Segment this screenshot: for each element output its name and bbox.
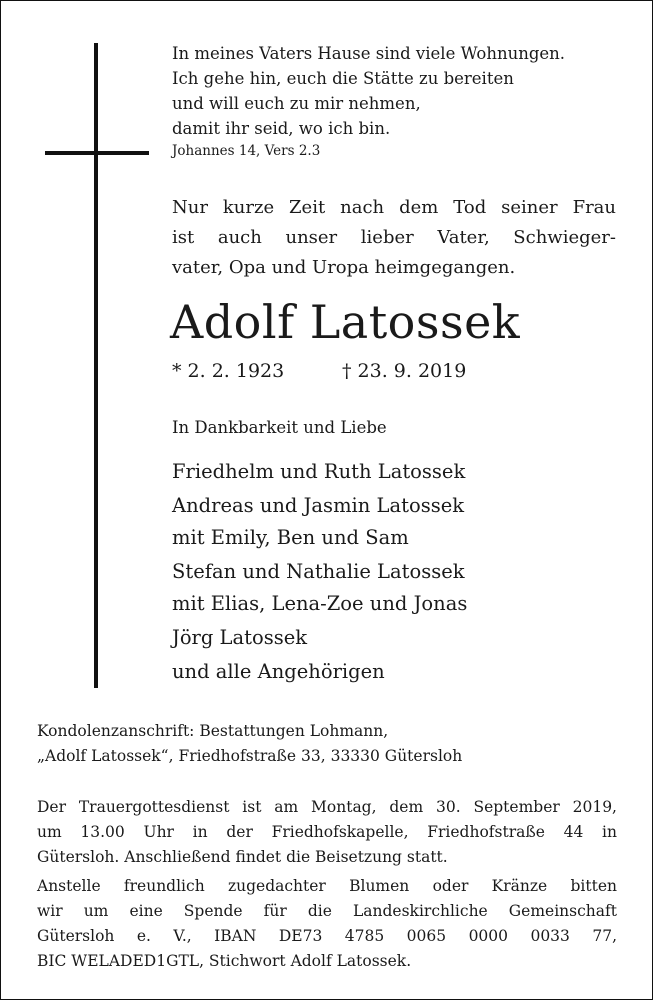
service-line: um 13.00 Uhr in der Friedhofskapelle, Friedhofstraße 44 in bbox=[37, 823, 617, 841]
verse-reference: Johannes 14, Vers 2.3 bbox=[172, 143, 321, 159]
cross-horizontal-beam bbox=[45, 151, 149, 155]
mourners-list bbox=[172, 456, 467, 690]
verse-line: damit ihr seid, wo ich bin. bbox=[172, 119, 391, 138]
intro-line: ist auch unser lieber Vater, Schwieger- bbox=[172, 227, 616, 248]
mourner-group bbox=[172, 656, 467, 688]
condolence-line: „Adolf Latossek“, Friedhofstraße 33, 33330 Gütersloh bbox=[37, 747, 463, 765]
mourner-group bbox=[172, 556, 467, 620]
mourner-line: mit Emily, Ben und Sam bbox=[172, 526, 409, 549]
donation-line: Gütersloh e. V., IBAN DE73 4785 0065 0000 0033 77, bbox=[37, 927, 617, 945]
death-date: † 23. 9. 2019 bbox=[342, 360, 467, 382]
intro-line: vater, Opa und Uropa heimgegangen. bbox=[172, 257, 516, 278]
condolence-line: Kondolenzanschrift: Bestattungen Lohmann, bbox=[37, 722, 389, 740]
mourner-group bbox=[172, 490, 467, 554]
verse-line: und will euch zu mir nehmen, bbox=[172, 94, 421, 113]
mourner-line: Jörg Latossek bbox=[172, 626, 308, 649]
condolence-address bbox=[37, 719, 617, 769]
mourner-line: Friedhelm und Ruth Latossek bbox=[172, 460, 466, 483]
donation-line: Anstelle freundlich zugedachter Blumen oder Kränze bitten bbox=[37, 877, 617, 895]
birth-date: * 2. 2. 1923 bbox=[172, 360, 285, 382]
cross-vertical-beam bbox=[94, 43, 98, 688]
mourner-line: Andreas und Jasmin Latossek bbox=[172, 494, 465, 517]
verse-line: Ich gehe hin, euch die Stätte zu bereiten bbox=[172, 69, 514, 88]
service-info bbox=[37, 795, 617, 870]
life-dates bbox=[172, 360, 466, 382]
verse-line: In meines Vaters Hause sind viele Wohnungen. bbox=[172, 44, 566, 63]
bible-verse bbox=[172, 41, 565, 141]
service-line: Gütersloh. Anschließend findet die Beisetzung statt. bbox=[37, 848, 448, 866]
intro-text bbox=[172, 193, 616, 283]
mourners-intro: In Dankbarkeit und Liebe bbox=[172, 418, 387, 437]
donation-line: wir um eine Spende für die Landeskirchliche Gemeinschaft bbox=[37, 902, 617, 920]
donation-line: BIC WELADED1GTL, Stichwort Adolf Latossek. bbox=[37, 952, 412, 970]
deceased-name: Adolf Latossek bbox=[170, 295, 521, 349]
mourner-line: mit Elias, Lena-Zoe und Jonas bbox=[172, 592, 468, 615]
mourner-line: und alle Angehörigen bbox=[172, 660, 385, 683]
mourner-group bbox=[172, 622, 467, 654]
service-line: Der Trauergottesdienst ist am Montag, dem 30. September 2019, bbox=[37, 798, 617, 816]
intro-line: Nur kurze Zeit nach dem Tod seiner Frau bbox=[172, 197, 616, 218]
donation-info bbox=[37, 874, 617, 974]
mourner-line: Stefan und Nathalie Latossek bbox=[172, 560, 465, 583]
mourner-group bbox=[172, 456, 467, 488]
